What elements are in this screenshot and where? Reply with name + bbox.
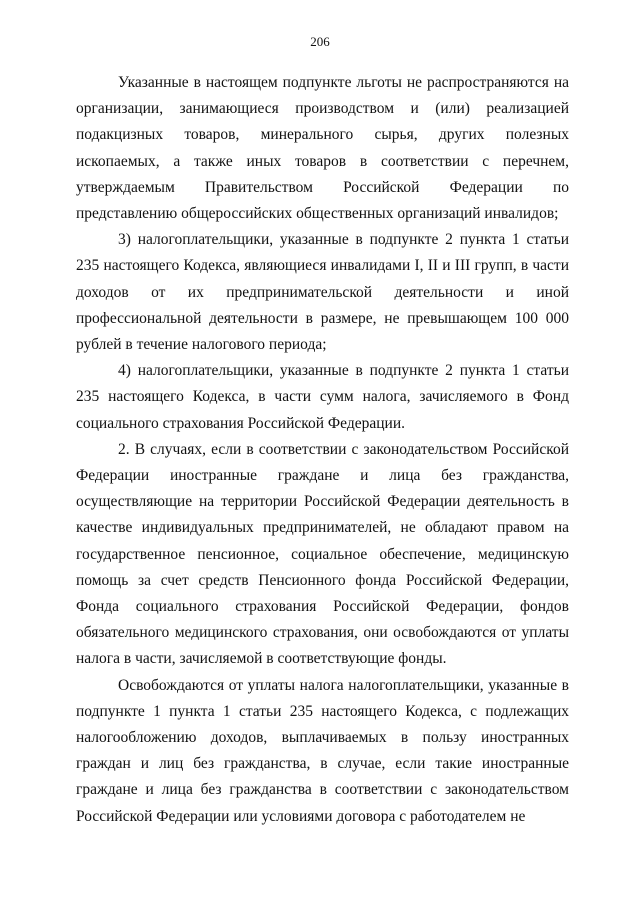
paragraph-exemption-exclusions: Указанные в настоящем подпункте льготы не распространяются на организации, занимающиеся производством и (или) реализацией подакцизных товаров, минерального сырья, других полезных ископаемых, а также иных товаров в соответствии с перечнем, утверждаемым Правительством Российской Федерации по представлению общероссийских общественных организаций инвалидов; xyxy=(76,74,569,223)
paragraph-exemption-foreign-citizens: Освобождаются от уплаты налога налогоплательщики, указанные в подпункте 1 пункта 1 статьи 235 настоящего Кодекса, с подлежащих налогообложению доходов, выплачиваемых в пользу иностранных граждан и лиц без гражданства, в случае, если такие иностранные граждане и лица без гражданства в соответствии с законодательством Российской Федерации или условиями договора с работодателем не xyxy=(76,676,569,825)
paragraph-section-2: 2. В случаях, если в соответствии с законодательством Российской Федерации иностранные граждане и лица без гражданства, осуществляющие на территории Российской Федерации деятельность в качестве индивидуальных предпринимателей, не обладают правом на государственное пенсионное, социальное обеспечение, медицинскую помощь за счет средств Пенсионного фонда Российской Федерации, Фонда социального страхования Российской Федерации, фондов обязательного медицинского страхования, они освобождаются от уплаты налога в части, зачисляемой в соответствующие фонды. xyxy=(76,440,569,668)
page-number: 206 xyxy=(310,34,330,49)
page-body xyxy=(76,70,569,830)
paragraph-item-4: 4) налогоплательщики, указанные в подпункте 2 пункта 1 статьи 235 настоящего Кодекса, в части сумм налога, зачисляемого в Фонд социального страхования Российской Федерации. xyxy=(76,362,569,432)
paragraph-item-3: 3) налогоплательщики, указанные в подпункте 2 пункта 1 статьи 235 настоящего Кодекса, являющиеся инвалидами I, II и III групп, в части доходов от их предпринимательской деятельности и иной профессиональной деятельности в размере, не превышающем 100 000 рублей в течение налогового периода; xyxy=(76,231,569,354)
